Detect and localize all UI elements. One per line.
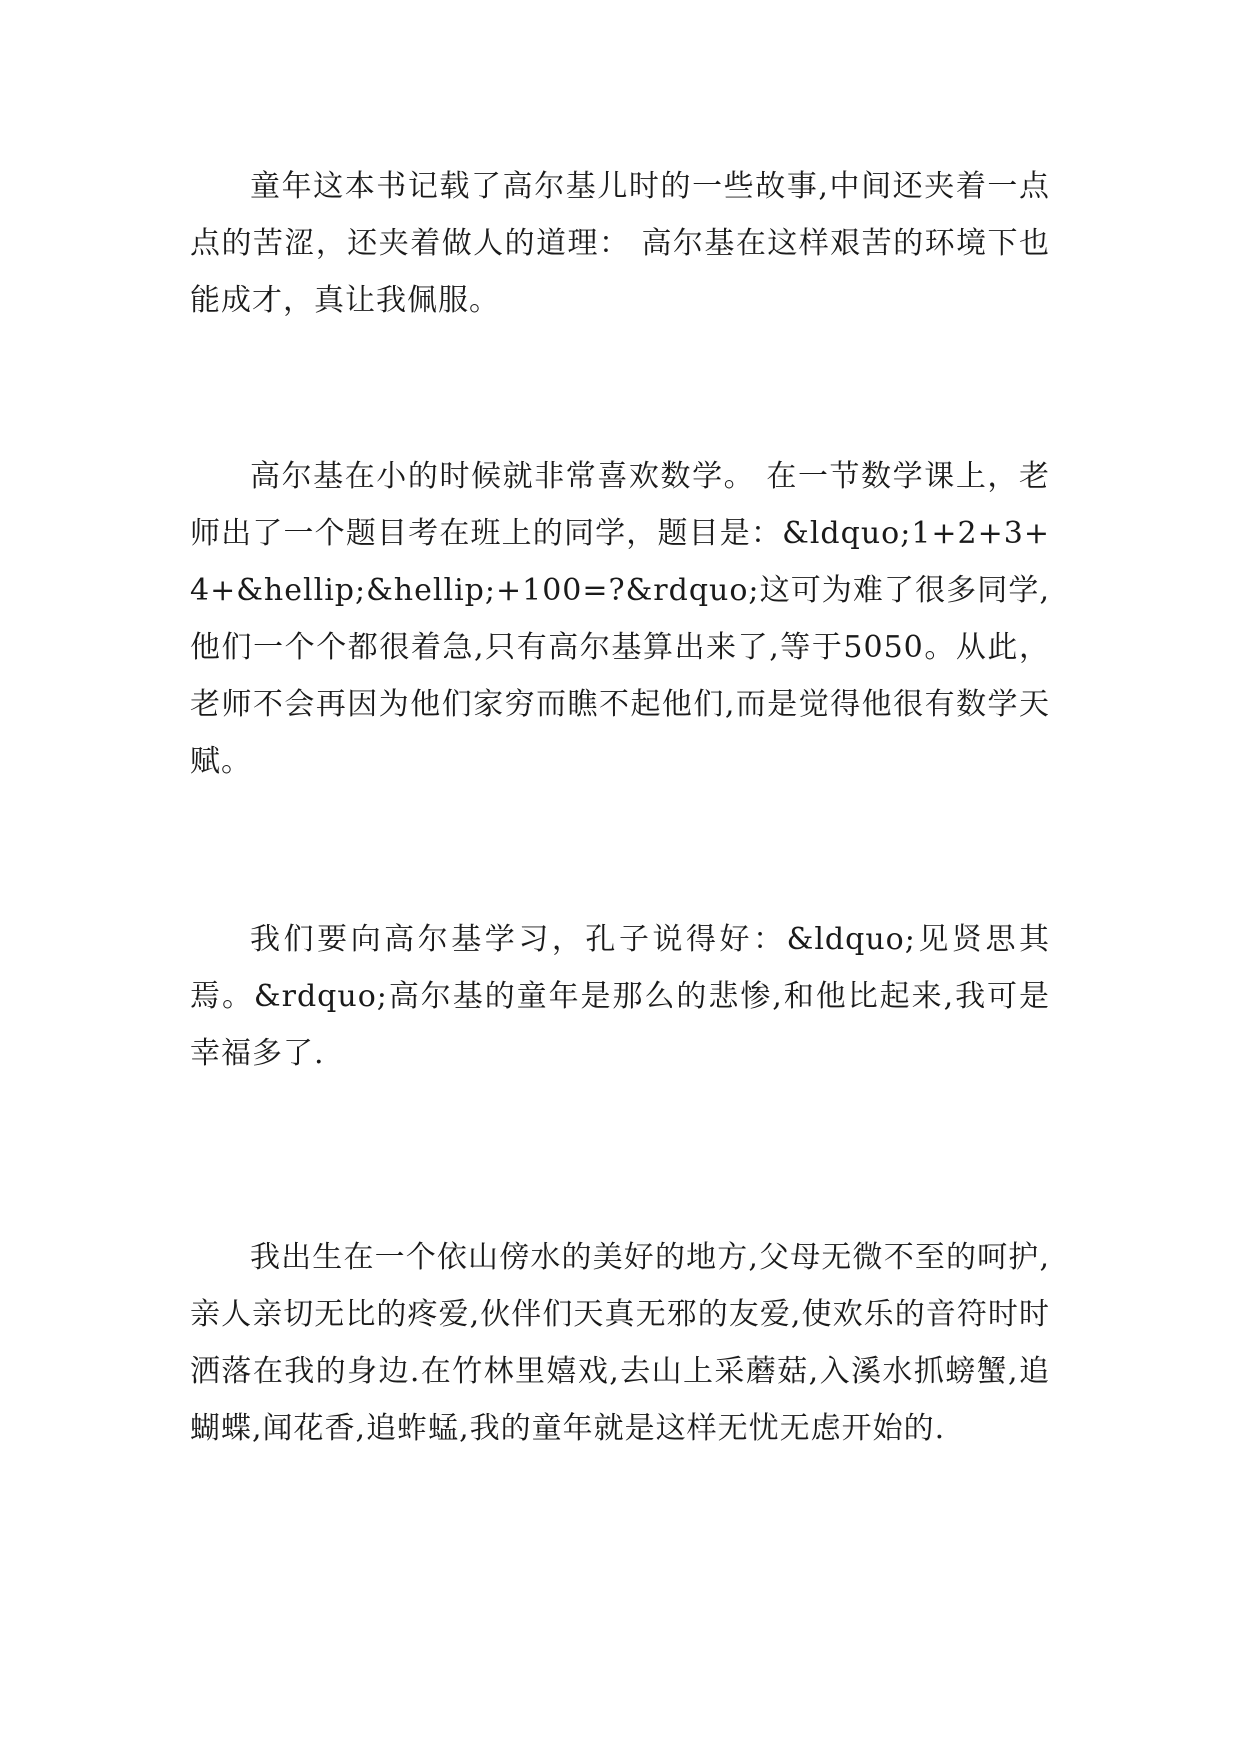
paragraph-2: 高尔基在小的时候就非常喜欢数学。 在一节数学课上，老师出了一个题目考在班上的同学，题目是：&ldquo;1+2+3+4+&hellip;&hellip;+100=?&rdquo;这可为难了很多同学,他们一个个都很着急,只有高尔基算出来了,等于5050。从此，老师不会再因为他们家穷而瞧不起他们,而是觉得他很有数学天赋。	[190, 459, 1050, 779]
paragraph-4: 我出生在一个依山傍水的美好的地方,父母无微不至的呵护,亲人亲切无比的疼爱,伙伴们天真无邪的友爱,使欢乐的音符时时洒落在我的身边.在竹林里嬉戏,去山上采蘑菇,入溪水抓螃蟹,追蝴蝶,闻花香,追蚱蜢,我的童年就是这样无忧无虑开始的.	[190, 1240, 1050, 1446]
paragraph-1: 童年这本书记载了高尔基儿时的一些故事,中间还夹着一点点的苦涩，还夹着做人的道理： 高尔基在这样艰苦的环境下也能成才，真让我佩服。	[190, 169, 1050, 318]
paragraph-3: 我们要向高尔基学习，孔子说得好：&ldquo;见贤思其焉。&rdquo;高尔基的童年是那么的悲惨,和他比起来,我可是幸福多了.	[190, 922, 1050, 1071]
